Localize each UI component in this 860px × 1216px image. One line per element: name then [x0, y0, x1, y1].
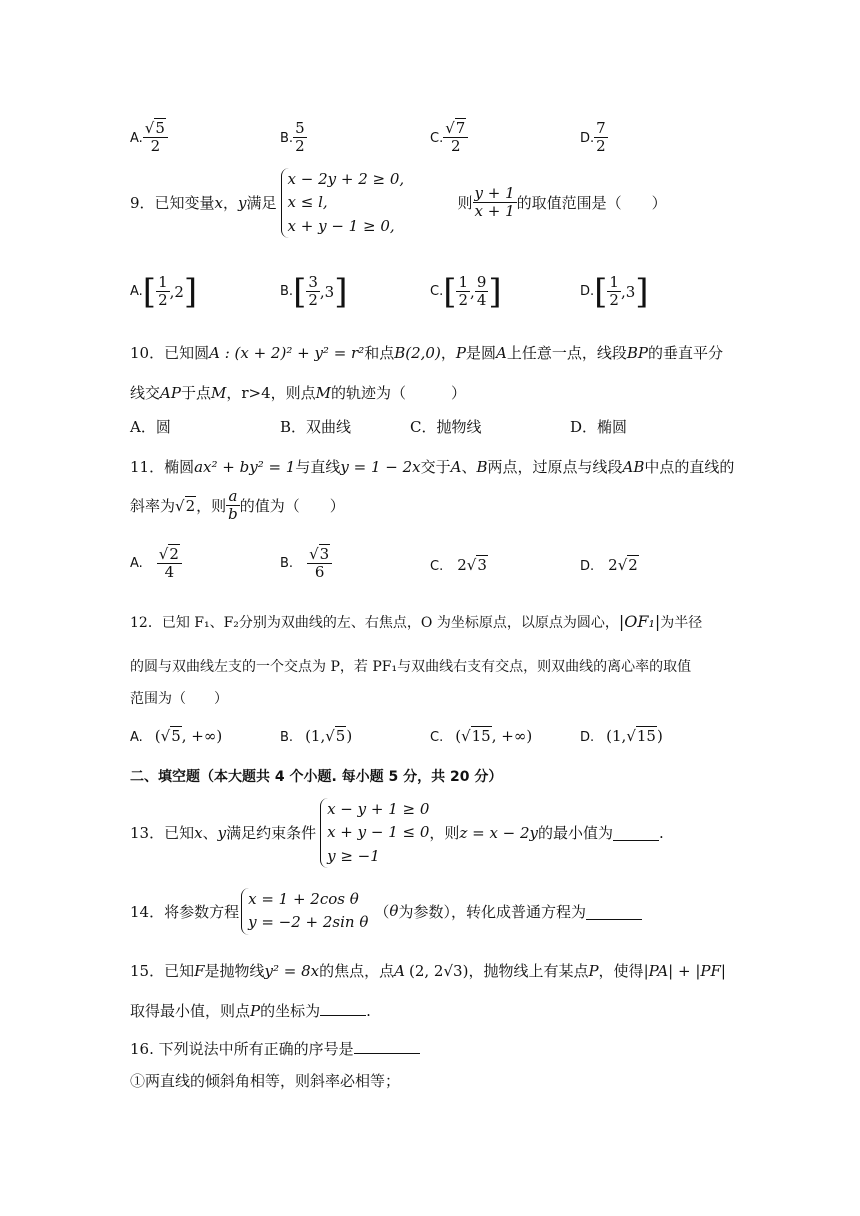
q13: 13．已知 x 、 y 满足约束条件 x − y + 1 ≥ 0 x + y − 1 ≤ 0 y ≥ −1 ，则 z = x − 2y 的最小值为 .: [130, 798, 664, 868]
option-label: A.: [130, 130, 143, 146]
fraction: $\frac{√5}{2}$: [143, 120, 168, 156]
option-label: D.: [580, 130, 595, 146]
q11-option-c: C. 2√3: [430, 556, 487, 574]
q16-item-1: ①两直线的倾斜角相等，则斜率必相等；: [130, 1072, 401, 1090]
q11-line1: 11．椭圆ax² + by² = 1与直线y = 1 − 2x交于A、B两点，过原点与线段AB中点的直线的: [130, 458, 735, 476]
section-heading: 二、填空题（本大题共 4 个小题. 每小题 5 分，共 20 分）: [130, 769, 503, 785]
answer-blank[interactable]: [586, 903, 642, 920]
q9-stem: 9．已知变量 x ， y 满足 x − 2y + 2 ≥ 0, x ≤ l, x + y − 1 ≥ 0, 则 $\frac{y + 1}{x + 1}$ 的取值范围是（ ）: [130, 168, 667, 238]
q9-option-b: B. [ $\frac{3}{2}$ ,3 ]: [280, 271, 348, 312]
q9-option-a: A. [ $\frac{1}{2}$ ,2 ]: [130, 271, 198, 312]
q12-option-a: A. (√5, +∞): [130, 727, 223, 745]
q8-option-a: [130, 120, 168, 156]
q12-option-c: C. (√15, +∞): [430, 727, 533, 745]
q10-option-b: B．双曲线: [280, 418, 352, 436]
answer-blank[interactable]: [613, 824, 659, 841]
q10-line2: 线交AP于点M，r>4，则点M的轨迹为（ ）: [130, 384, 466, 402]
fraction: $\frac{y + 1}{x + 1}$: [474, 184, 515, 221]
q16-stem: 16. 下列说法中所有正确的序号是: [130, 1038, 420, 1059]
q12-option-d: D. (1,√15): [580, 727, 663, 745]
constraint-system: x − 2y + 2 ≥ 0, x ≤ l, x + y − 1 ≥ 0,: [281, 168, 448, 238]
q15-line1: 15．已知F是抛物线y² = 8x的焦点，点A (2, 2√3)，抛物线上有某点P，使得|PA| + |PF|: [130, 962, 726, 980]
q8-option-d: [580, 120, 608, 156]
q11-line2: 斜率为 √ 2 ，则 $\frac{a}{b}$ 的值为（ ）: [130, 487, 345, 524]
q12-line3: 范围为（ ）: [130, 691, 228, 707]
q12-line2: 的圆与双曲线左支的一个交点为 P，若 PF₁与双曲线右支有交点，则双曲线的离心率的取值: [130, 659, 692, 675]
fraction: $\frac{5}{2}$: [295, 119, 305, 156]
q12-option-b: B. (1,√5): [280, 727, 353, 745]
q11-option-a: A. $\frac{√2}{4}$: [130, 546, 182, 582]
q10-option-d: D．椭圆: [570, 418, 628, 436]
constraint-system: x − y + 1 ≥ 0 x + y − 1 ≤ 0 y ≥ −1: [320, 798, 429, 868]
q8-option-c: [430, 120, 468, 156]
q11-option-b: B. $\frac{√3}{6}$: [280, 546, 332, 582]
q10-option-c: C．抛物线: [410, 418, 482, 436]
q10-line1: 10．已知圆A : (x + 2)² + y² = r²和点B(2,0)，P是圆A上任意一点，线段BP的垂直平分: [130, 344, 723, 362]
option-label: B.: [280, 130, 294, 146]
q14: 14．将参数方程 x = 1 + 2cos θ y = −2 + 2sin θ （ θ 为参数），转化成普通方程为: [130, 888, 642, 935]
q11-option-d: D. 2√2: [580, 556, 638, 574]
parametric-system: x = 1 + 2cos θ y = −2 + 2sin θ: [241, 888, 368, 935]
option-label: C.: [430, 130, 444, 146]
answer-blank[interactable]: [354, 1039, 420, 1054]
fraction: $\frac{√7}{2}$: [443, 120, 468, 156]
q10-option-a: A．圆: [130, 418, 171, 436]
q12-line1: 12．已知 F₁、F₂分别为双曲线的左、右焦点，O 为坐标原点，以原点为圆心，|OF₁|为半径: [130, 612, 703, 631]
q9-option-d: D. [ $\frac{1}{2}$ ,3 ]: [580, 271, 649, 312]
q8-option-b: [280, 120, 307, 156]
q9-option-c: C. [ $\frac{1}{2}$ , $\frac{9}{4}$ ]: [430, 271, 502, 312]
fraction: $\frac{7}{2}$: [596, 119, 606, 156]
answer-blank[interactable]: [320, 1001, 366, 1016]
q15-line2: 取得最小值，则点P的坐标为 .: [130, 1002, 371, 1020]
